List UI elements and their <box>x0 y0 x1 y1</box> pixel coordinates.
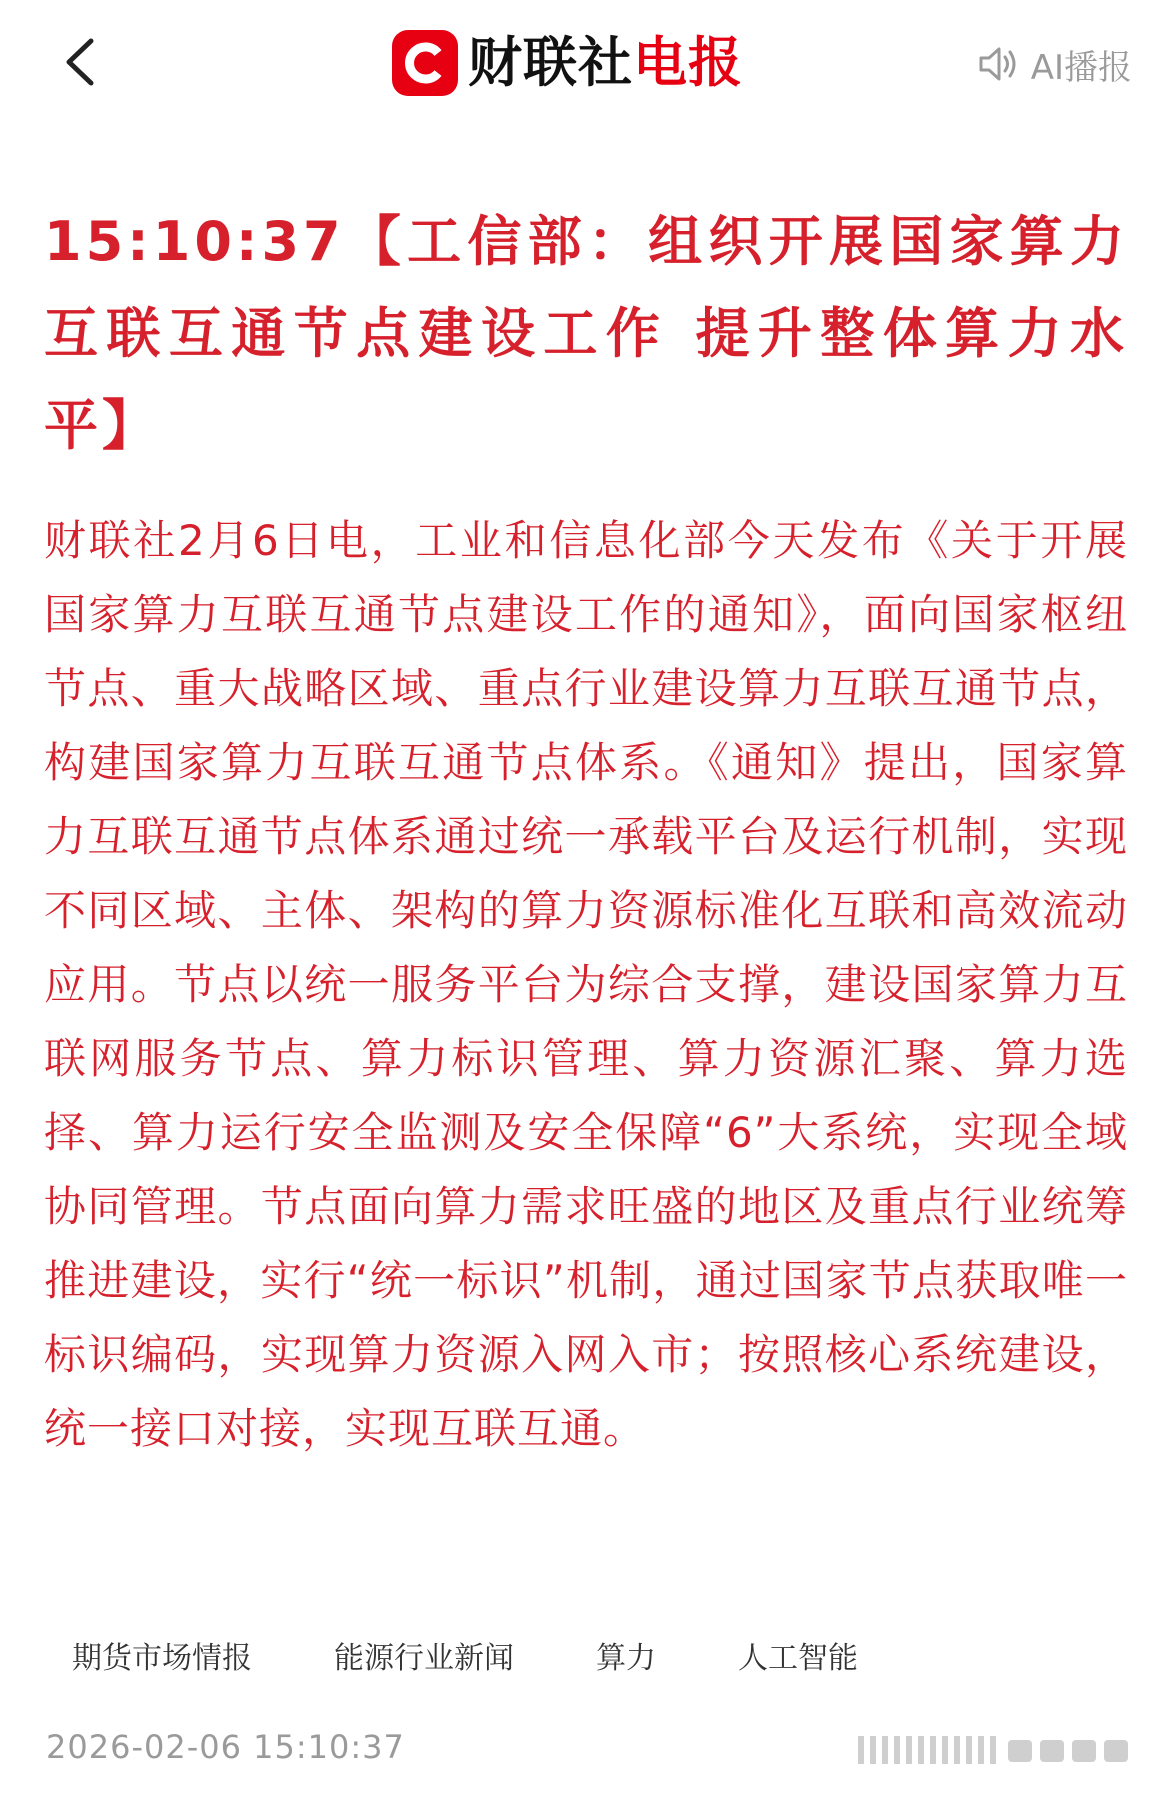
chevron-left-icon <box>63 37 97 87</box>
watermark-icon <box>858 1730 1128 1770</box>
back-button[interactable] <box>52 34 108 90</box>
logo-c-icon <box>400 38 450 88</box>
speaker-icon <box>977 44 1019 84</box>
tag-energy-industry[interactable]: 能源行业新闻 <box>334 1641 514 1676</box>
tag-list <box>40 1620 908 1690</box>
logo-mark-icon <box>392 30 458 96</box>
logo-brand: 财联社 <box>468 31 633 94</box>
ai-broadcast-label: AI播报 <box>1030 47 1132 88</box>
tag-futures-market[interactable]: 期货市场情报 <box>72 1641 252 1676</box>
article-body: 财联社2月6日电，工业和信息化部今天发布《关于开展国家算力互联互通节点建设工作的通知》，面向国家枢纽节点、重大战略区域、重点行业建设算力互联互通节点，构建国家算力互联互通节点体系。《通知》提出，国家算力互联互通节点体系通过统一承载平台及运行机制，实现不同区域、主体、架构的算力资源标准化互联和高效流动应用。节点以统一服务平台为综合支撑，建设国家算力互联网服务节点、算力标识管理、算力资源汇聚、算力选择、算力运行安全监测及安全保障“6”大系统，实现全域协同管理。节点面向算力需求旺盛的地区及重点行业统筹推进建设，实行“统一标识”机制，通过国家节点获取唯一标识编码，实现算力资源入网入市；按照核心系统建设，统一接口对接，实现互联互通。 <box>44 516 1128 1453</box>
publish-timestamp: 2026-02-06 15:10:37 <box>46 1728 405 1766</box>
tag-computing-power[interactable]: 算力 <box>596 1641 656 1676</box>
top-bar <box>0 0 1170 130</box>
article-title: 15:10:37【工信部：组织开展国家算力互联互通节点建设工作 提升整体算力水平】 <box>44 210 1128 457</box>
tag-ai[interactable]: 人工智能 <box>738 1641 858 1676</box>
app-logo <box>392 28 743 98</box>
ai-broadcast-button[interactable] <box>977 40 1132 88</box>
logo-sub: 电报 <box>633 31 743 94</box>
logo-text <box>468 31 743 94</box>
